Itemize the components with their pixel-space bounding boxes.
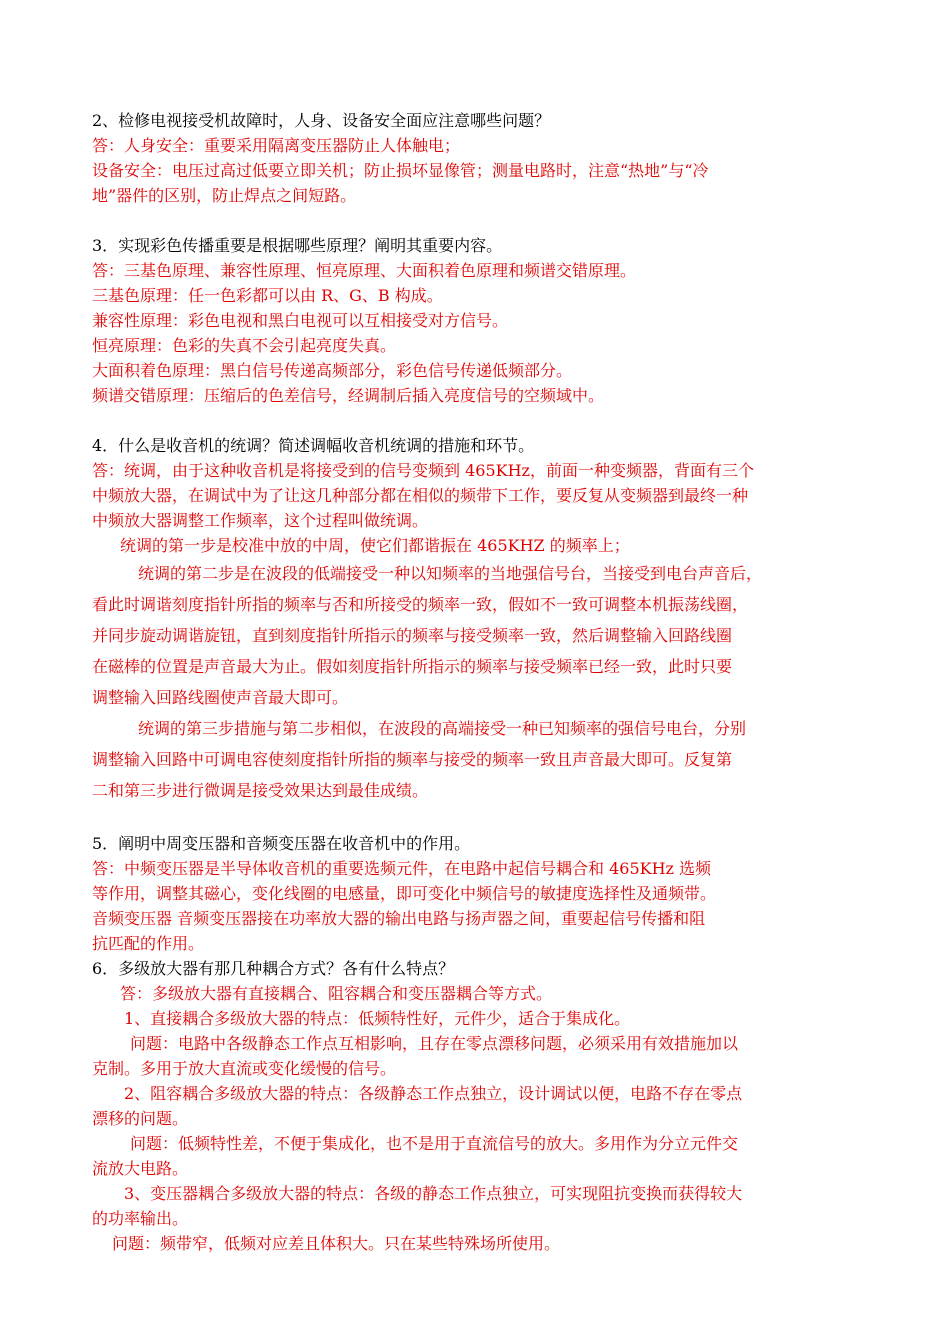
question-5: 5．阐明中周变压器和音频变压器在收音机中的作用。 (92, 834, 471, 853)
answer-5-line: 等作用，调整其磁心，变化线圈的电感量，即可变化中频信号的敏捷度选择性及通频带。 (92, 884, 717, 903)
question-4: 4．什么是收音机的统调？简述调幅收音机统调的措施和环节。 (92, 436, 535, 455)
answer-2-line-3: 地”器件的区别，防止焊点之间短路。 (92, 186, 357, 205)
answer-4-step-3-line: 调整输入回路中可调电容使刻度指针所指的频率与接受的频率一致且声音最大即可。反复第 (92, 750, 733, 769)
answer-4-line: 中频放大器调整工作频率，这个过程叫做统调。 (92, 511, 429, 530)
answer-6-point-3: 3、变压器耦合多级放大器的特点：各级的静态工作点独立，可实现阻抗变换而获得较大 (124, 1184, 743, 1203)
answer-4-step-1: 统调的第一步是校准中放的中周，使它们都谐振在 465KHZ 的频率上； (120, 536, 630, 555)
answer-3-line: 答：三基色原理、兼容性原理、恒亮原理、大面积着色原理和频谱交错原理。 (92, 261, 637, 280)
document-page (92, 108, 892, 1256)
answer-3-line: 频谱交错原理：压缩后的色差信号，经调制后插入亮度信号的空频域中。 (92, 386, 605, 405)
question-3: 3．实现彩色传播重要是根据哪些原理？阐明其重要内容。 (92, 236, 503, 255)
answer-4-step-2-line: 统调的第二步是在波段的低端接受一种以知频率的当地强信号台，当接受到电台声音后， (138, 564, 763, 583)
answer-4-step-3-line: 统调的第三步措施与第二步相似，在波段的高端接受一种已知频率的强信号电台，分别 (138, 719, 747, 738)
answer-3-line: 三基色原理：任一色彩都可以由 R、G、B 构成。 (92, 286, 443, 305)
answer-4-step-2-line: 调整输入回路线圈使声音最大即可。 (92, 688, 349, 707)
answer-6-point-2: 漂移的问题。 (92, 1109, 189, 1128)
answer-4-line: 答：统调，由于这种收音机是将接受到的信号变频到 465KHz，前面一种变频器，背面有三个 (92, 461, 754, 480)
answer-6-intro: 答：多级放大器有直接耦合、阻容耦合和变压器耦合等方式。 (120, 984, 553, 1003)
section-6 (92, 956, 892, 1256)
answer-5-line: 抗匹配的作用。 (92, 934, 205, 953)
section-4 (92, 433, 892, 806)
spacer (92, 208, 892, 233)
answer-5-line: 音频变压器 音频变压器接在功率放大器的输出电路与扬声器之间，重要起信号传播和阻 (92, 909, 706, 928)
answer-6-point-3: 的功率输出。 (92, 1209, 189, 1228)
answer-5-line: 答：中频变压器是半导体收音机的重要选频元件，在电路中起信号耦合和 465KHz 选频 (92, 859, 712, 878)
answer-6-point-1: 1、直接耦合多级放大器的特点：低频特性好，元件少，适合于集成化。 (124, 1009, 631, 1028)
section-5 (92, 831, 892, 956)
answer-2-line-2: 设备安全：电压过高过低要立即关机；防止损坏显像管；测量电路时，注意“热地”与“冷 (92, 161, 709, 180)
spacer (92, 806, 892, 831)
answer-4-step-2-line: 在磁棒的位置是声音最大为止。假如刻度指针所指示的频率与接受频率已经一致，此时只要 (92, 657, 733, 676)
answer-6-point-2-issue: 流放大电路。 (92, 1159, 189, 1178)
answer-6-point-2: 2、阻容耦合多级放大器的特点：各级静态工作点独立，设计调试以便，电路不存在零点 (124, 1084, 743, 1103)
question-2: 2、检修电视接受机故障时，人身、设备安全面应注意哪些问题？ (92, 111, 551, 130)
answer-2-line-1: 答：人身安全：重要采用隔离变压器防止人体触电； (92, 136, 461, 155)
section-2 (92, 108, 892, 208)
spacer (92, 408, 892, 433)
answer-6-point-2-issue: 问题：低频特性差，不便于集成化，也不是用于直流信号的放大。多用作为分立元件交 (130, 1134, 739, 1153)
answer-3-line: 大面积着色原理：黑白信号传递高频部分，彩色信号传递低频部分。 (92, 361, 573, 380)
answer-6-point-1-issue: 克制。多用于放大直流或变化缓慢的信号。 (92, 1059, 397, 1078)
answer-4-step-2-line: 看此时调谐刻度指针所指的频率与否和所接受的频率一致，假如不一致可调整本机振荡线圈， (92, 595, 749, 614)
answer-3-line: 兼容性原理：彩色电视和黑白电视可以互相接受对方信号。 (92, 311, 509, 330)
answer-3-line: 恒亮原理：色彩的失真不会引起亮度失真。 (92, 336, 397, 355)
answer-4-step-3-line: 二和第三步进行微调是接受效果达到最佳成绩。 (92, 781, 429, 800)
answer-6-point-3-issue: 问题：频带窄，低频对应差且体积大。只在某些特殊场所使用。 (112, 1234, 561, 1253)
answer-4-step-2-line: 并同步旋动调谐旋钮，直到刻度指针所指示的频率与接受频率一致，然后调整输入回路线圈 (92, 626, 733, 645)
section-3 (92, 233, 892, 408)
question-6: 6．多级放大器有那几种耦合方式？各有什么特点？ (92, 959, 455, 978)
answer-4-line: 中频放大器，在调试中为了让这几种部分都在相似的频带下工作，要反复从变频器到最终一种 (92, 486, 749, 505)
answer-6-point-1-issue: 问题：电路中各级静态工作点互相影响，且存在零点漂移问题，必须采用有效措施加以 (130, 1034, 739, 1053)
